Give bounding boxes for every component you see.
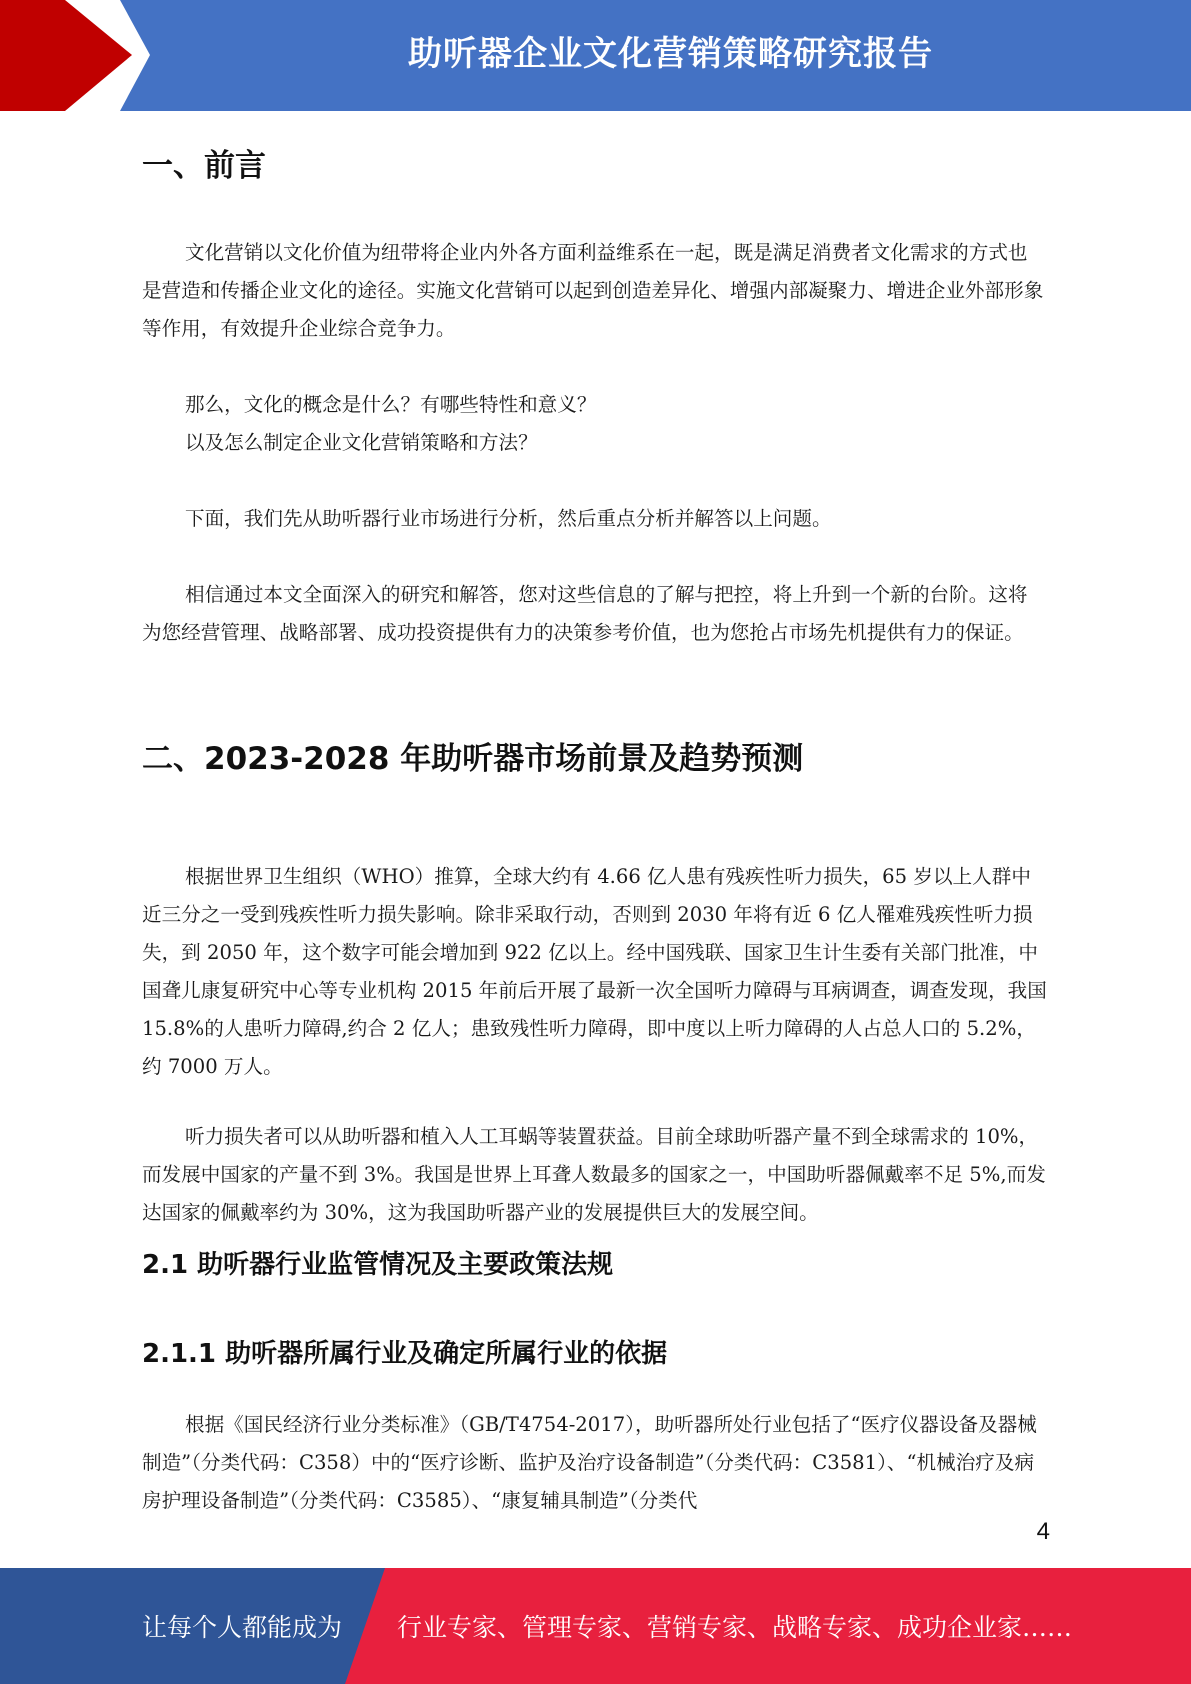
market-paragraph-2: 听力损失者可以从助听器和植入人工耳蜗等装置获益。目前全球助听器产量不到全球需求的 10%，而发展中国家的产量不到 3%。我国是世界上耳聋人数最多的国家之一，中国助听器佩戴率不足 5%,而发达国家的佩戴率约为 30%，这为我国助听器产业的发展提供巨大的发展空间。: [142, 1125, 1046, 1224]
preface-question-2: 以及怎么制定企业文化营销策略和方法？: [185, 431, 538, 454]
header-arrow-decoration: [0, 0, 160, 111]
industry-paragraph-1: 根据《国民经济行业分类标准》（GB/T4754-2017），助听器所处行业包括了“医疗仪器设备及器械制造”（分类代码：C358）中的“医疗诊断、监护及治疗设备制造”（分类代码：C3581）、“机械治疗及病房护理设备制造”（分类代码：C3585）、“康复辅具制造”（分类代: [142, 1413, 1037, 1512]
footer-slogan-left: 让每个人都能成为: [142, 1613, 343, 1642]
preface-paragraph-3: 相信通过本文全面深入的研究和解答，您对这些信息的了解与把控，将上升到一个新的台阶。这将为您经营管理、战略部署、成功投资提供有力的决策参考价值，也为您抢占市场先机提供有力的保证。: [142, 583, 1028, 644]
preface-paragraph-2: 下面，我们先从助听器行业市场进行分析，然后重点分析并解答以上问题。: [185, 507, 832, 530]
footer-slogan-right: 行业专家、管理专家、营销专家、战略专家、成功企业家……: [397, 1613, 1073, 1642]
section-heading-market: 二、2023-2028 年助听器市场前景及趋势预测: [142, 741, 804, 777]
preface-question-1: 那么，文化的概念是什么？有哪些特性和意义？: [185, 393, 597, 416]
page-number: 4: [1036, 1518, 1050, 1545]
document-title: 助听器企业文化营销策略研究报告: [408, 34, 933, 74]
footer-banner: [0, 1568, 1191, 1684]
header-banner: [0, 0, 1191, 111]
section-heading-preface: 一、前言: [142, 148, 266, 184]
subsection-heading-2-1-1: 2.1.1 助听器所属行业及确定所属行业的依据: [142, 1339, 668, 1369]
market-paragraph-1: 根据世界卫生组织（WHO）推算，全球大约有 4.66 亿人患有残疾性听力损失，65 岁以上人群中近三分之一受到残疾性听力损失影响。除非采取行动，否则到 2030 年将有近 6 亿人罹难残疾性听力损失，到 2050 年，这个数字可能会增加到 922 亿以上。经中国残联、国家卫生计生委有关部门批准，中国聋儿康复研究中心等专业机构 2015 年前后开展了最新一次全国听力障碍与耳病调查，调查发现，我国 15.8%的人患听力障碍,约合 2 亿人；患致残性听力障碍，即中度以上听力障碍的人占总人口的 5.2%，约 7000 万人。: [142, 865, 1047, 1078]
preface-paragraph-1: 文化营销以文化价值为纽带将企业内外各方面利益维系在一起，既是满足消费者文化需求的方式也是营造和传播企业文化的途径。实施文化营销可以起到创造差异化、增强内部凝聚力、增进企业外部形象等作用，有效提升企业综合竞争力。: [142, 241, 1044, 340]
subsection-heading-2-1: 2.1 助听器行业监管情况及主要政策法规: [142, 1250, 614, 1280]
